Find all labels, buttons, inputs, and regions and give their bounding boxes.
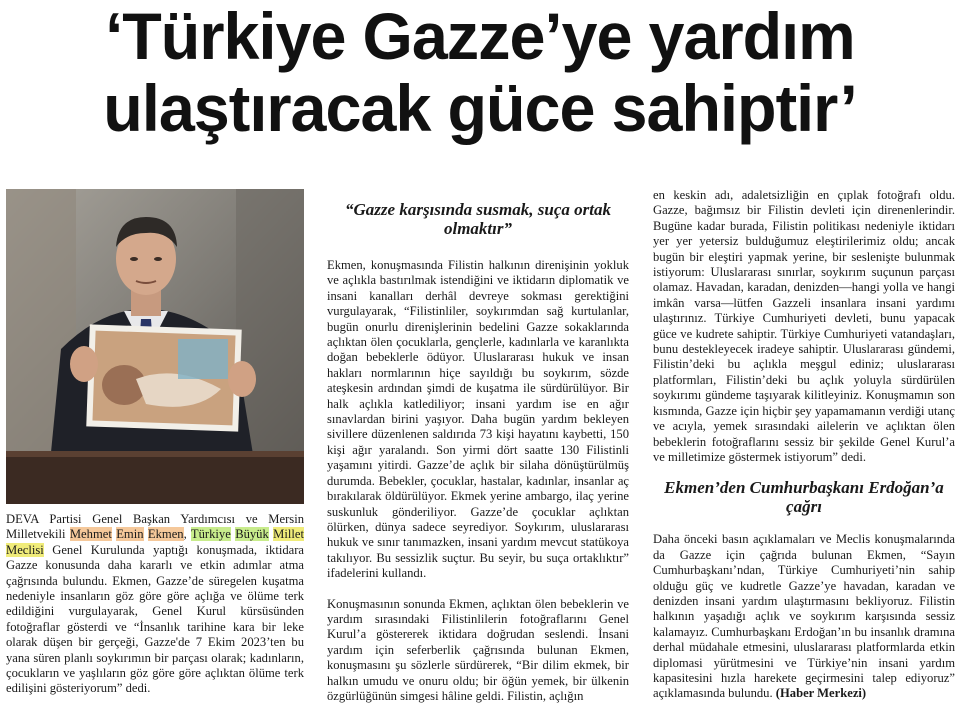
parliament-photo-illustration	[6, 189, 304, 504]
article-column-middle	[327, 200, 629, 704]
paragraph: Ekmen, konuşmasında Filistin halkının direnişinin yokluk ve açlıkla bastırılmak istendiğini ve iktidarın diplomatik ve insani kanalları derhâl devreye sokması gerektiğini vurgulayarak, “Filistinliler, soykırımdan sağ kurtulanlar, bugün onurlu direnişlerinin bedelini Gazze sokaklarında açlıktan ölen çocuklarla, gençlerle, kadınlarla ve karanlıkta doğan bebeklerle ödüyor. Uluslararası hukuk ve insan hakları normlarının hiçe sayıldığı bu soykırım, sözde ateşkesin ardından şimdi de kuşatma ile sürdürülüyor. Bir halk açlıkla katlediliyor; insani yardım ise en ağır sınavlardan birini yaşıyor. Daha bugün yardım bekleyen sivillere düzenlenen saldırıda 73 kişi hayatını kaybetti, 150 kişi ağır yaralandı. Son yirmi dört saatte 130 Filistinli yaşamını yitirdi. Gazze’de açlık bir silaha dönüştürülmüş durumda. Bebekler, çocuklar, hastalar, kadınlar, insanlar aç bırakılarak öldürülüyor. Ekmek yerine ambargo, ilaç yerine suskunluk gönderiliyor. Gazze’de çocuklar açlıktan ölürken, dünya sadece seyrediyor. Soykırım, uluslararası hukuk ve sınır tanımazken, insani yardım mevcut statükoya takılıyor. Bu sessizlik suçtur. Bu seyir, bu suça ortaklıktır” ifadelerini kullandı.	[327, 258, 629, 581]
caption-text-start: DEVA Partisi Genel Başkan Yardımcısı ve Mersin Milletvekili	[6, 512, 304, 542]
highlight-name-middle: Emin	[116, 527, 144, 542]
highlight-institution-2: Büyük	[235, 527, 269, 542]
caption-text-end: Genel Kurulunda yaptığı konuşmada, iktidara Gazze konusunda daha kararlı ve etkin adımlar atma çağrısında bulundu. Ekmen, Gazze’de süregelen kuşatma nedeniyle insanların göz göre göre açlığa ve ölüme terk edildiğini vurgulayarak, Genel Kurul kürsüsünden fotoğraflar gösterdi ve “İnsanlık tarihine kara bir leke olarak düşen bir gerçeği, Gazze'de 7 Ekim 2023’ten bu yana süren planlı soykırımın bir parçası olarak; kadınların, çocukların ve yaşlıların göz göre göre açlıktan ölüme terk edilişini gösteriyorum” dedi.	[6, 542, 304, 696]
headline-line-1: ‘Türkiye Gazze’ye yardım	[105, 0, 855, 73]
headline-line-2: ulaştıracak güce sahiptir’	[103, 71, 857, 145]
subheading-gaza-silence: “Gazze karşısında susmak, suça ortak olmaktır”	[345, 200, 611, 238]
highlight-name-first: Mehmet	[69, 527, 112, 542]
paragraph: en keskin adı, adaletsizliğin en çıplak fotoğrafı oldu. Gazze, bağımsız bir Filistin devleti için direnenlerindir. Bugüne kadar burada, Filistin politikası nedeniyle iktidarı yer yer yetersiz bulduğumuz eleştirilerimiz oldu; ancak bugün bir eleştiri yapmak yerine, bir seslenişte bulunmak istiyorum: Uluslararası sınırlar, soykırım suçunun parçası olamaz. Havadan, karadan, denizden—hangi yolla ve hangi imkân varsa—lütfen Gazzeli insanlara insani yardımı ulaştırınız. Türkiye Cumhuriyeti devleti, bunu yapacak güce ve kudrete sahiptir. Türkiye Cumhuriyeti vatandaşları, bunu destekleyecek iradeye sahiptir. Uluslararası gündemi, Filistin’deki bu açlıkla meşgul ediniz; uluslararası platformları, Filistin’deki bu açlık yoluyla sürdürülen soykırımı gündeme taşıyarak kilitleyiniz. Konuşmamın son kısmında, Gazze için hiçbir şey yapamamanın verdiği utanç ve acıyla, yemek sırasındaki ailelerin ve açlıktan ölen bebeklerin fotoğraflarını sessiz bir şekilde Genel Kurul’a ve milletimize göstermek istiyorum” dedi.	[653, 188, 955, 464]
paragraph: Konuşmasının sonunda Ekmen, açlıktan ölen bebeklerin ve yardım sırasındaki Filistinlilerin fotoğraflarını Genel Kurul’a göstererek iktidara doğrudan seslendi. İnsani yardım için seferberlik çağrısında bulunan Ekmen, konuşmasını şu sözlerle sürdürerek, “Bir dilim ekmek, bir halkın umudu ve onuru oldu; bir öğün yemek, bir ülkenin özgürlüğünün simgesi hâline geldi. Filistin, açlığın	[327, 596, 629, 703]
article-column-right	[653, 188, 955, 702]
caption-separator: ,	[183, 527, 191, 542]
highlight-institution-3: Millet	[273, 527, 304, 542]
paragraph-text: Daha önceki basın açıklamaları ve Meclis konuşmalarında da Gazze için çağrıda bulunan Ekmen, “Sayın Cumhurbaşkanı’ndan, Türkiye Cumhuriyeti’nin sahip olduğu güç ve kudretle Gazze’ye havadan, karadan ve denizden insani yardım ulaştırmasını bekliyoruz. Filistin halkının yaşadığı açlık ve soykırım karşısında sessiz kalamayız. Cumhurbaşkanı Erdoğan’ın bu insanlık dramına derhal müdahale etmesini, uluslararası platformlarda etkin diplomasi yürütmesini ve Türkiye’nin insani yardım kapasitesini hızla harekete geçirmesini talep ediyoruz” açıklamasında bulundu.	[653, 532, 955, 701]
paragraph	[653, 532, 955, 701]
highlight-institution-1: Türkiye	[190, 527, 231, 542]
news-agency-credit: (Haber Merkezi)	[775, 686, 867, 701]
highlight-institution-4: Meclisi	[6, 542, 44, 557]
subheading-call-to-president: Ekmen’den Cumhurbaşkanı Erdoğan’a çağrı	[664, 478, 944, 517]
photo-speaker-holding-picture	[6, 189, 304, 504]
photo-caption	[6, 512, 304, 697]
headline	[10, 0, 951, 144]
highlight-name-last: Ekmen	[147, 527, 184, 542]
